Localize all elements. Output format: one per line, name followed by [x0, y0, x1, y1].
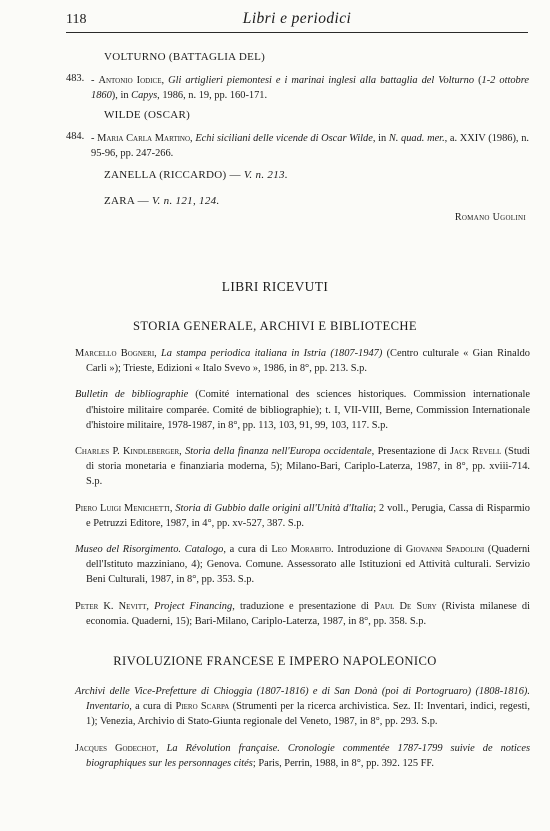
entry-text: - Maria Carla Martino, Echi siciliani delle vicende di Oscar Wilde, in N. quad. mer., a. XXIV (1986), n. 95-96, pp. 247-266. [91, 133, 529, 160]
cross-reference-zara: ZARA — V. n. 121, 124. [104, 195, 220, 207]
list-item: Charles P. Kindleberger, Storia della finanza nell'Europa occidentale, Presentazione di Jack Revell (Studi di storia monetaria e finanziaria moderna, 5); Milano-Bari, Cariplo-Laterza, 1987, in 8°, pp. xviii-714. S.p. [75, 446, 530, 488]
headword-volturno: VOLTURNO (BATTAGLIA DEL) [104, 51, 266, 63]
section-title-storia-generale: STORIA GENERALE, ARCHIVI E BIBLIOTECHE [133, 319, 417, 333]
headword-wilde: WILDE (OSCAR) [104, 109, 191, 121]
cross-reference-zanella: ZANELLA (RICCARDO) — V. n. 213. [104, 169, 288, 181]
entry-title: Gli artiglieri piemontesi e i marinai inglesi alla battaglia del Volturno [168, 75, 475, 86]
entry-journal: N. quad. mer. [388, 133, 445, 144]
page-number: 118 [66, 12, 87, 27]
list-item: Marcello Bogneri, La stampa periodica italiana in Istria (1807-1947) (Centro culturale « Gian Rinaldo Carli »); Trieste, Edizioni « Italo Svevo », 1986, in 8°, pp. 213. S.p. [75, 348, 531, 375]
entry-author: Maria Carla Martino [97, 133, 191, 144]
entry-title: Echi siciliani delle vicende di Oscar Wilde [195, 133, 373, 144]
list-item: Piero Luigi Menichetti, Storia di Gubbio dalle origini all'Unità d'Italia; 2 voll., Perugia, Cassa di Risparmio e Petruzzi Editore, 1987, in 4°, pp. xv-527, 387. S.p. [75, 502, 530, 529]
entry-author: Antonio Iodice [98, 75, 162, 86]
list-item: Peter K. Nevitt, Project Financing, traduzione e presentazione di Paul De Sury (Rivista milanese di economia. Quaderni, 15); Bari-Milano, Cariplo-Laterza, 1987, in 8°, pp. 358. S.p. [75, 600, 530, 627]
entry-number: 483. [66, 73, 85, 84]
entry-journal: Capys [131, 90, 158, 102]
section-storia-generale-entries [75, 346, 530, 629]
list-item: Archivi delle Vice-Prefetture di Chioggia (1807-1816) e di San Donà (poi di Portogruaro) (1808-1816). Inventario, a cura di Piero Scarpa (Strumenti per la ricerca archivistica. Sez. II: Inventari, indici, regesti, 1); Venezia, Archivio di Stato-Giunta regionale del Veneto, 1987, in 8°, pp. 293. S.p. [75, 686, 531, 728]
entry-number: 484. [66, 131, 85, 142]
list-item: Jacques Godechot, La Révolution française. Cronologie commentée 1787-1799 suivie de notices biographiques sur les personnages cités; Paris, Perrin, 1988, in 8°, pp. 392. 125 FF. [75, 742, 530, 769]
page-header [66, 8, 528, 33]
reviewer-signature: Romano Ugolini [454, 212, 526, 223]
list-item: Bulletin de bibliographie (Comité international des sciences historiques. Commission internationale d'histoire militaire comparée. Comité de bibliographie); t. I, VII-VIII, Berne, Commission Internationale d'histoire militaire, 1978-1987, in 8°, pp. 113, 103, 91, 99, 103, 117. S.p. [75, 389, 530, 431]
main-heading: LIBRI RICEVUTI [221, 279, 329, 294]
list-item: Museo del Risorgimento. Catalogo, a cura di Leo Morabito. Introduzione di Giovanni Spadolini (Quaderni dell'Istituto mazziniano, 4); Genova. Comune. Assessorato alle Istituzioni ed Attività culturali. Servizio Beni Culturali, 1987, in 8°, pp. 353. S.p. [75, 544, 531, 586]
section-title-rivoluzione-francese: RIVOLUZIONE FRANCESE E IMPERO NAPOLEONICO [113, 654, 437, 668]
section-rivoluzione-entries [75, 684, 530, 771]
entry-text: - Antonio Iodice, Gli artiglieri piemontesi e i marinai inglesi alla battaglia del Volturno (1-2 ottobre 1860), in Capys, 1986, n. 19, pp. 160-171. [91, 75, 529, 102]
running-title: Libri e periodici [242, 10, 352, 27]
